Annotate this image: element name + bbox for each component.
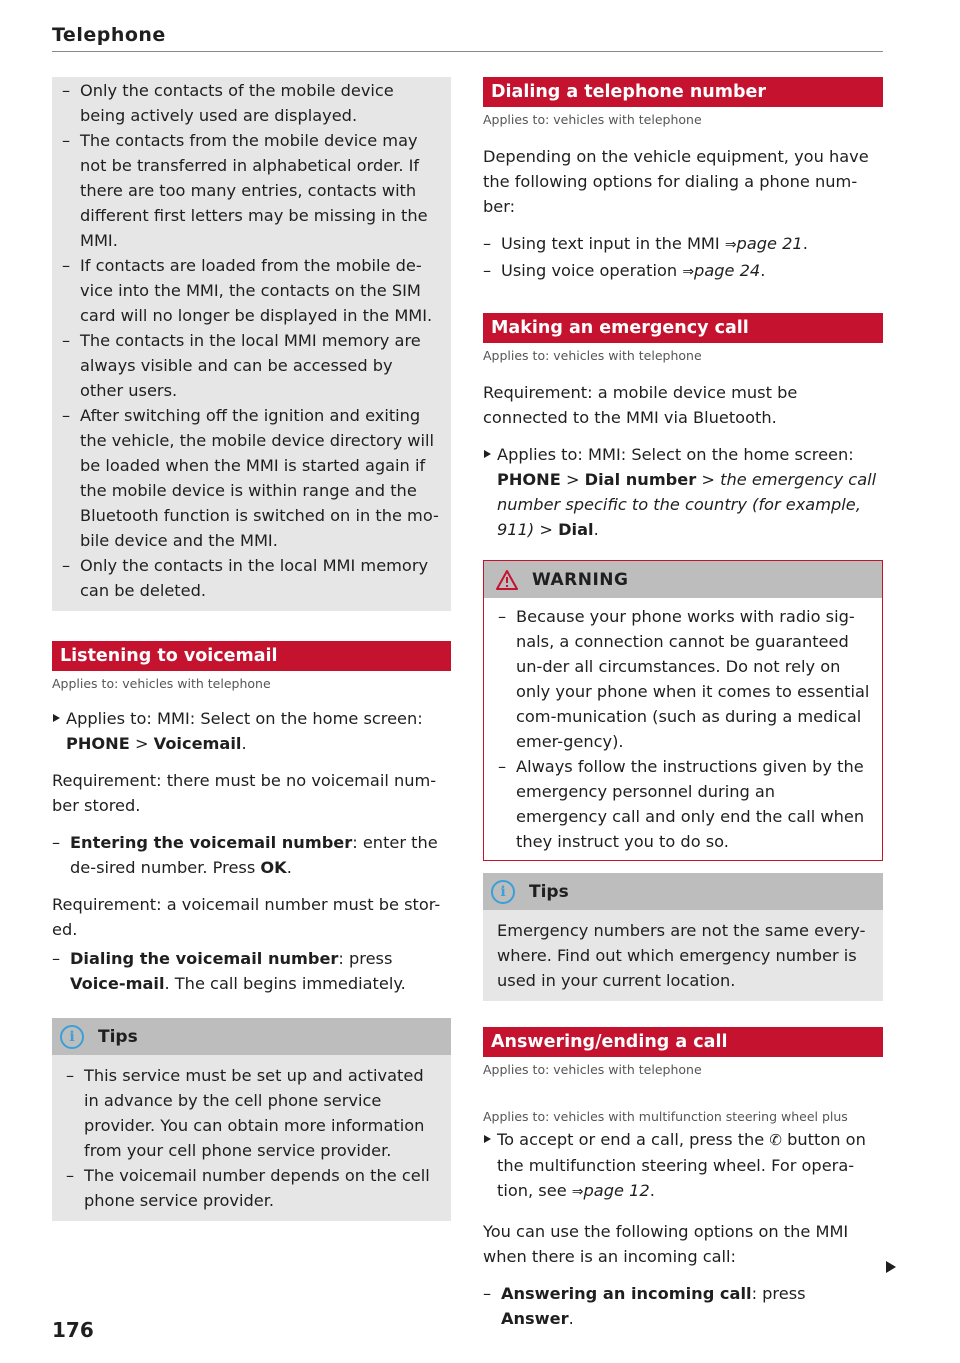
warning-list <box>498 604 870 854</box>
tips-title: Tips <box>529 881 569 902</box>
running-header: Telephone <box>52 24 166 46</box>
tips-header <box>483 873 883 910</box>
voicemail-item-dial: – Dialing the voicemail number: press Voice-mail. The call begins immediately. <box>52 946 451 996</box>
note-item: – After switching off the ignition and exiting the vehicle, the mobile device directory will be loaded when the MMI is started again if the mobile device is within range and the Bluetooth function is switched on in the mo-bile device and the MMI. <box>62 403 439 553</box>
section-heading-answering: Answering/ending a call <box>483 1027 883 1057</box>
tips-box <box>483 873 883 1001</box>
requirement-text: Requirement: a voicemail number must be stor-ed. <box>52 895 441 939</box>
note-item: – The contacts from the mobile device may not be transferred in alphabetical order. If there are too many entries, contacts with different first letters may be missing in the MMI. <box>62 128 439 253</box>
note-box <box>52 77 451 611</box>
page-ref-link[interactable]: page 21 <box>736 234 803 253</box>
continued-arrow-icon <box>886 1261 896 1273</box>
applies-to: Applies to: vehicles with telephone <box>52 676 271 691</box>
tips-list <box>66 1063 439 1213</box>
applies-to-steering: Applies to: vehicles with multifunction steering wheel plus <box>483 1109 848 1124</box>
warning-title: WARNING <box>532 569 629 590</box>
answer-item: – Answering an incoming call: press Answer. <box>483 1281 883 1331</box>
tips-body <box>483 910 883 1001</box>
note-item: – Only the contacts in the local MMI memory can be deleted. <box>62 553 439 603</box>
section-heading-voicemail: Listening to voicemail <box>52 641 451 671</box>
warning-triangle-icon <box>496 570 518 590</box>
tips-title: Tips <box>98 1026 138 1047</box>
page-number: 176 <box>52 1318 94 1342</box>
tips-body <box>52 1055 451 1221</box>
menu-path-phone: PHONE <box>66 734 130 753</box>
note-item: – Only the contacts of the mobile device being actively used are displayed. <box>62 78 439 128</box>
dialing-intro: Depending on the vehicle equipment, you have the following options for dialing a phone num-ber: <box>483 147 869 216</box>
applies-to: Applies to: vehicles with telephone <box>483 112 702 127</box>
voicemail-item-enter: – Entering the voicemail number: enter the de-sired number. Press OK. <box>52 830 451 880</box>
arrow-icon: ⇒ <box>682 264 695 280</box>
left-column <box>52 77 451 1221</box>
instruction-step: Applies to: MMI: Select on the home screen: PHONE > Dial number > the emergency call number specific to the country (for example, 911) > Dial. <box>483 442 883 542</box>
note-item: – The contacts in the local MMI memory are always visible and can be accessed by other users. <box>62 328 439 403</box>
section-heading-dialing: Dialing a telephone number <box>483 77 883 107</box>
tip-item: – The voicemail number depends on the cell phone service provider. <box>66 1163 439 1213</box>
menu-path-voicemail: Voicemail <box>153 734 242 753</box>
info-icon: i <box>60 1025 84 1049</box>
section-heading-emergency: Making an emergency call <box>483 313 883 343</box>
arrow-icon: ⇒ <box>571 1184 584 1200</box>
warning-item: – Because your phone works with radio sig-nals, a connection cannot be guaranteed un-der all circumstances. Do not rely on only your phone when it comes to essential com-munication (such as during a medical emer-gency). <box>498 604 870 754</box>
tip-text: Emergency numbers are not the same every-where. Find out which emergency number is used in your current location. <box>497 921 866 990</box>
requirement-text: Requirement: there must be no voicemail num-ber stored. <box>52 771 437 815</box>
arrow-icon: ⇒ <box>724 237 737 253</box>
tips-box <box>52 1018 451 1221</box>
warning-header <box>484 561 882 598</box>
dialing-option-voice: – Using voice operation ⇒page 24. <box>483 258 883 285</box>
tips-header <box>52 1018 451 1055</box>
requirement-text: Requirement: a mobile device must be connected to the MMI via Bluetooth. <box>483 383 798 427</box>
right-column <box>483 77 883 1331</box>
warning-body <box>484 598 882 860</box>
tip-item: – This service must be set up and activated in advance by the cell phone service provider. You can obtain more information from your cell phone service provider. <box>66 1063 439 1163</box>
header-rule <box>52 51 883 52</box>
instruction-step: To accept or end a call, press the ✆ button on the multifunction steering wheel. For opera-tion, see ⇒page 12. <box>483 1127 883 1205</box>
page-ref-link[interactable]: page 24 <box>694 261 761 280</box>
options-intro: You can use the following options on the MMI when there is an incoming call: <box>483 1222 849 1266</box>
instruction-step: Applies to: MMI: Select on the home screen: PHONE > Voicemail. <box>52 706 451 756</box>
warning-item: – Always follow the instructions given by the emergency personnel during an emergency call and only end the call when they instruct you to do so. <box>498 754 870 854</box>
page-ref-link[interactable]: page 12 <box>583 1181 650 1200</box>
note-item: – If contacts are loaded from the mobile de-vice into the MMI, the contacts on the SIM card will no longer be displayed in the MMI. <box>62 253 439 328</box>
info-icon: i <box>491 880 515 904</box>
phone-handset-icon: ✆ <box>769 1131 782 1149</box>
applies-to: Applies to: vehicles with telephone <box>483 1062 702 1077</box>
dialing-option-text: – Using text input in the MMI ⇒page 21. <box>483 231 883 258</box>
applies-to: Applies to: vehicles with telephone <box>483 348 702 363</box>
note-list <box>62 78 439 603</box>
warning-box <box>483 560 883 861</box>
